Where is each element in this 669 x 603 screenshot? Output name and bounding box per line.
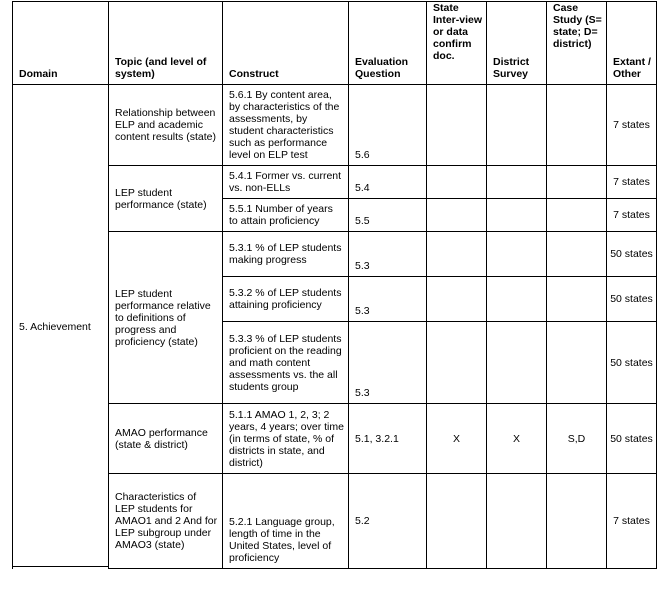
state-cell xyxy=(427,474,487,569)
construct-cell: 5.3.2 % of LEP students attaining proficiency xyxy=(223,277,349,322)
table-row xyxy=(13,85,657,166)
extant-cell: 7 states xyxy=(607,199,657,232)
topic-cell: LEP student performance (state) xyxy=(109,166,223,232)
construct-cell: 5.2.1 Language group, length of time in the United States, level of proficiency xyxy=(223,474,349,569)
domain-bottom-rule xyxy=(12,566,108,567)
case-cell xyxy=(547,85,607,166)
table-row xyxy=(13,404,657,474)
header-evaluation-question: Evaluation Question xyxy=(349,2,427,85)
extant-cell: 7 states xyxy=(607,474,657,569)
extant-cell: 50 states xyxy=(607,277,657,322)
question-cell: 5.5 xyxy=(349,199,427,232)
header-row xyxy=(13,2,657,85)
question-cell: 5.3 xyxy=(349,322,427,404)
header-construct: Construct xyxy=(223,2,349,85)
case-cell xyxy=(547,277,607,322)
district-cell xyxy=(487,166,547,199)
district-cell xyxy=(487,322,547,404)
question-cell: 5.2 xyxy=(349,474,427,569)
construct-cell: 5.1.1 AMAO 1, 2, 3; 2 years, 4 years; over time (in terms of state, % of districts in state, and district) xyxy=(223,404,349,474)
question-cell: 5.6 xyxy=(349,85,427,166)
district-cell: X xyxy=(487,404,547,474)
table-row xyxy=(13,474,657,569)
case-cell xyxy=(547,166,607,199)
topic-cell: Characteristics of LEP students for AMAO1 and 2 And for LEP subgroup under AMAO3 (state) xyxy=(109,474,223,569)
extant-cell: 50 states xyxy=(607,232,657,277)
domain-cell: 5. Achievement xyxy=(13,85,109,569)
construct-cell: 5.4.1 Former vs. current vs. non-ELLs xyxy=(223,166,349,199)
header-extant: Extant / Other xyxy=(607,2,657,85)
case-cell: S,D xyxy=(547,404,607,474)
state-cell xyxy=(427,199,487,232)
state-cell xyxy=(427,232,487,277)
state-cell xyxy=(427,322,487,404)
district-cell xyxy=(487,85,547,166)
construct-cell: 5.3.1 % of LEP students making progress xyxy=(223,232,349,277)
district-cell xyxy=(487,232,547,277)
state-cell xyxy=(427,85,487,166)
header-case-study: Case Study (S= state; D= district) xyxy=(547,2,607,85)
construct-cell: 5.5.1 Number of years to attain proficiency xyxy=(223,199,349,232)
district-cell xyxy=(487,474,547,569)
case-cell xyxy=(547,474,607,569)
state-cell xyxy=(427,277,487,322)
topic-cell: AMAO performance (state & district) xyxy=(109,404,223,474)
table-row xyxy=(13,232,657,277)
header-domain: Domain xyxy=(13,2,109,85)
question-cell: 5.4 xyxy=(349,166,427,199)
state-cell xyxy=(427,166,487,199)
question-cell: 5.3 xyxy=(349,277,427,322)
case-cell xyxy=(547,199,607,232)
state-cell: X xyxy=(427,404,487,474)
district-cell xyxy=(487,277,547,322)
topic-cell: Relationship between ELP and academic content results (state) xyxy=(109,85,223,166)
table-row xyxy=(13,166,657,199)
construct-cell: 5.3.3 % of LEP students proficient on the reading and math content assessments vs. the all students group xyxy=(223,322,349,404)
case-cell xyxy=(547,232,607,277)
case-cell xyxy=(547,322,607,404)
district-cell xyxy=(487,199,547,232)
construct-cell: 5.6.1 By content area, by characteristics of the assessments, by student characteristics such as performance level on ELP test xyxy=(223,85,349,166)
evaluation-matrix-table xyxy=(12,1,657,569)
extant-cell: 50 states xyxy=(607,404,657,474)
header-district-survey: District Survey xyxy=(487,2,547,85)
question-cell: 5.1, 3.2.1 xyxy=(349,404,427,474)
extant-cell: 7 states xyxy=(607,85,657,166)
extant-cell: 50 states xyxy=(607,322,657,404)
extant-cell: 7 states xyxy=(607,166,657,199)
topic-cell: LEP student performance relative to definitions of progress and proficiency (state) xyxy=(109,232,223,404)
header-topic: Topic (and level of system) xyxy=(109,2,223,85)
question-cell: 5.3 xyxy=(349,232,427,277)
header-state-interview: State Inter-view or data confirm doc. xyxy=(427,2,487,85)
